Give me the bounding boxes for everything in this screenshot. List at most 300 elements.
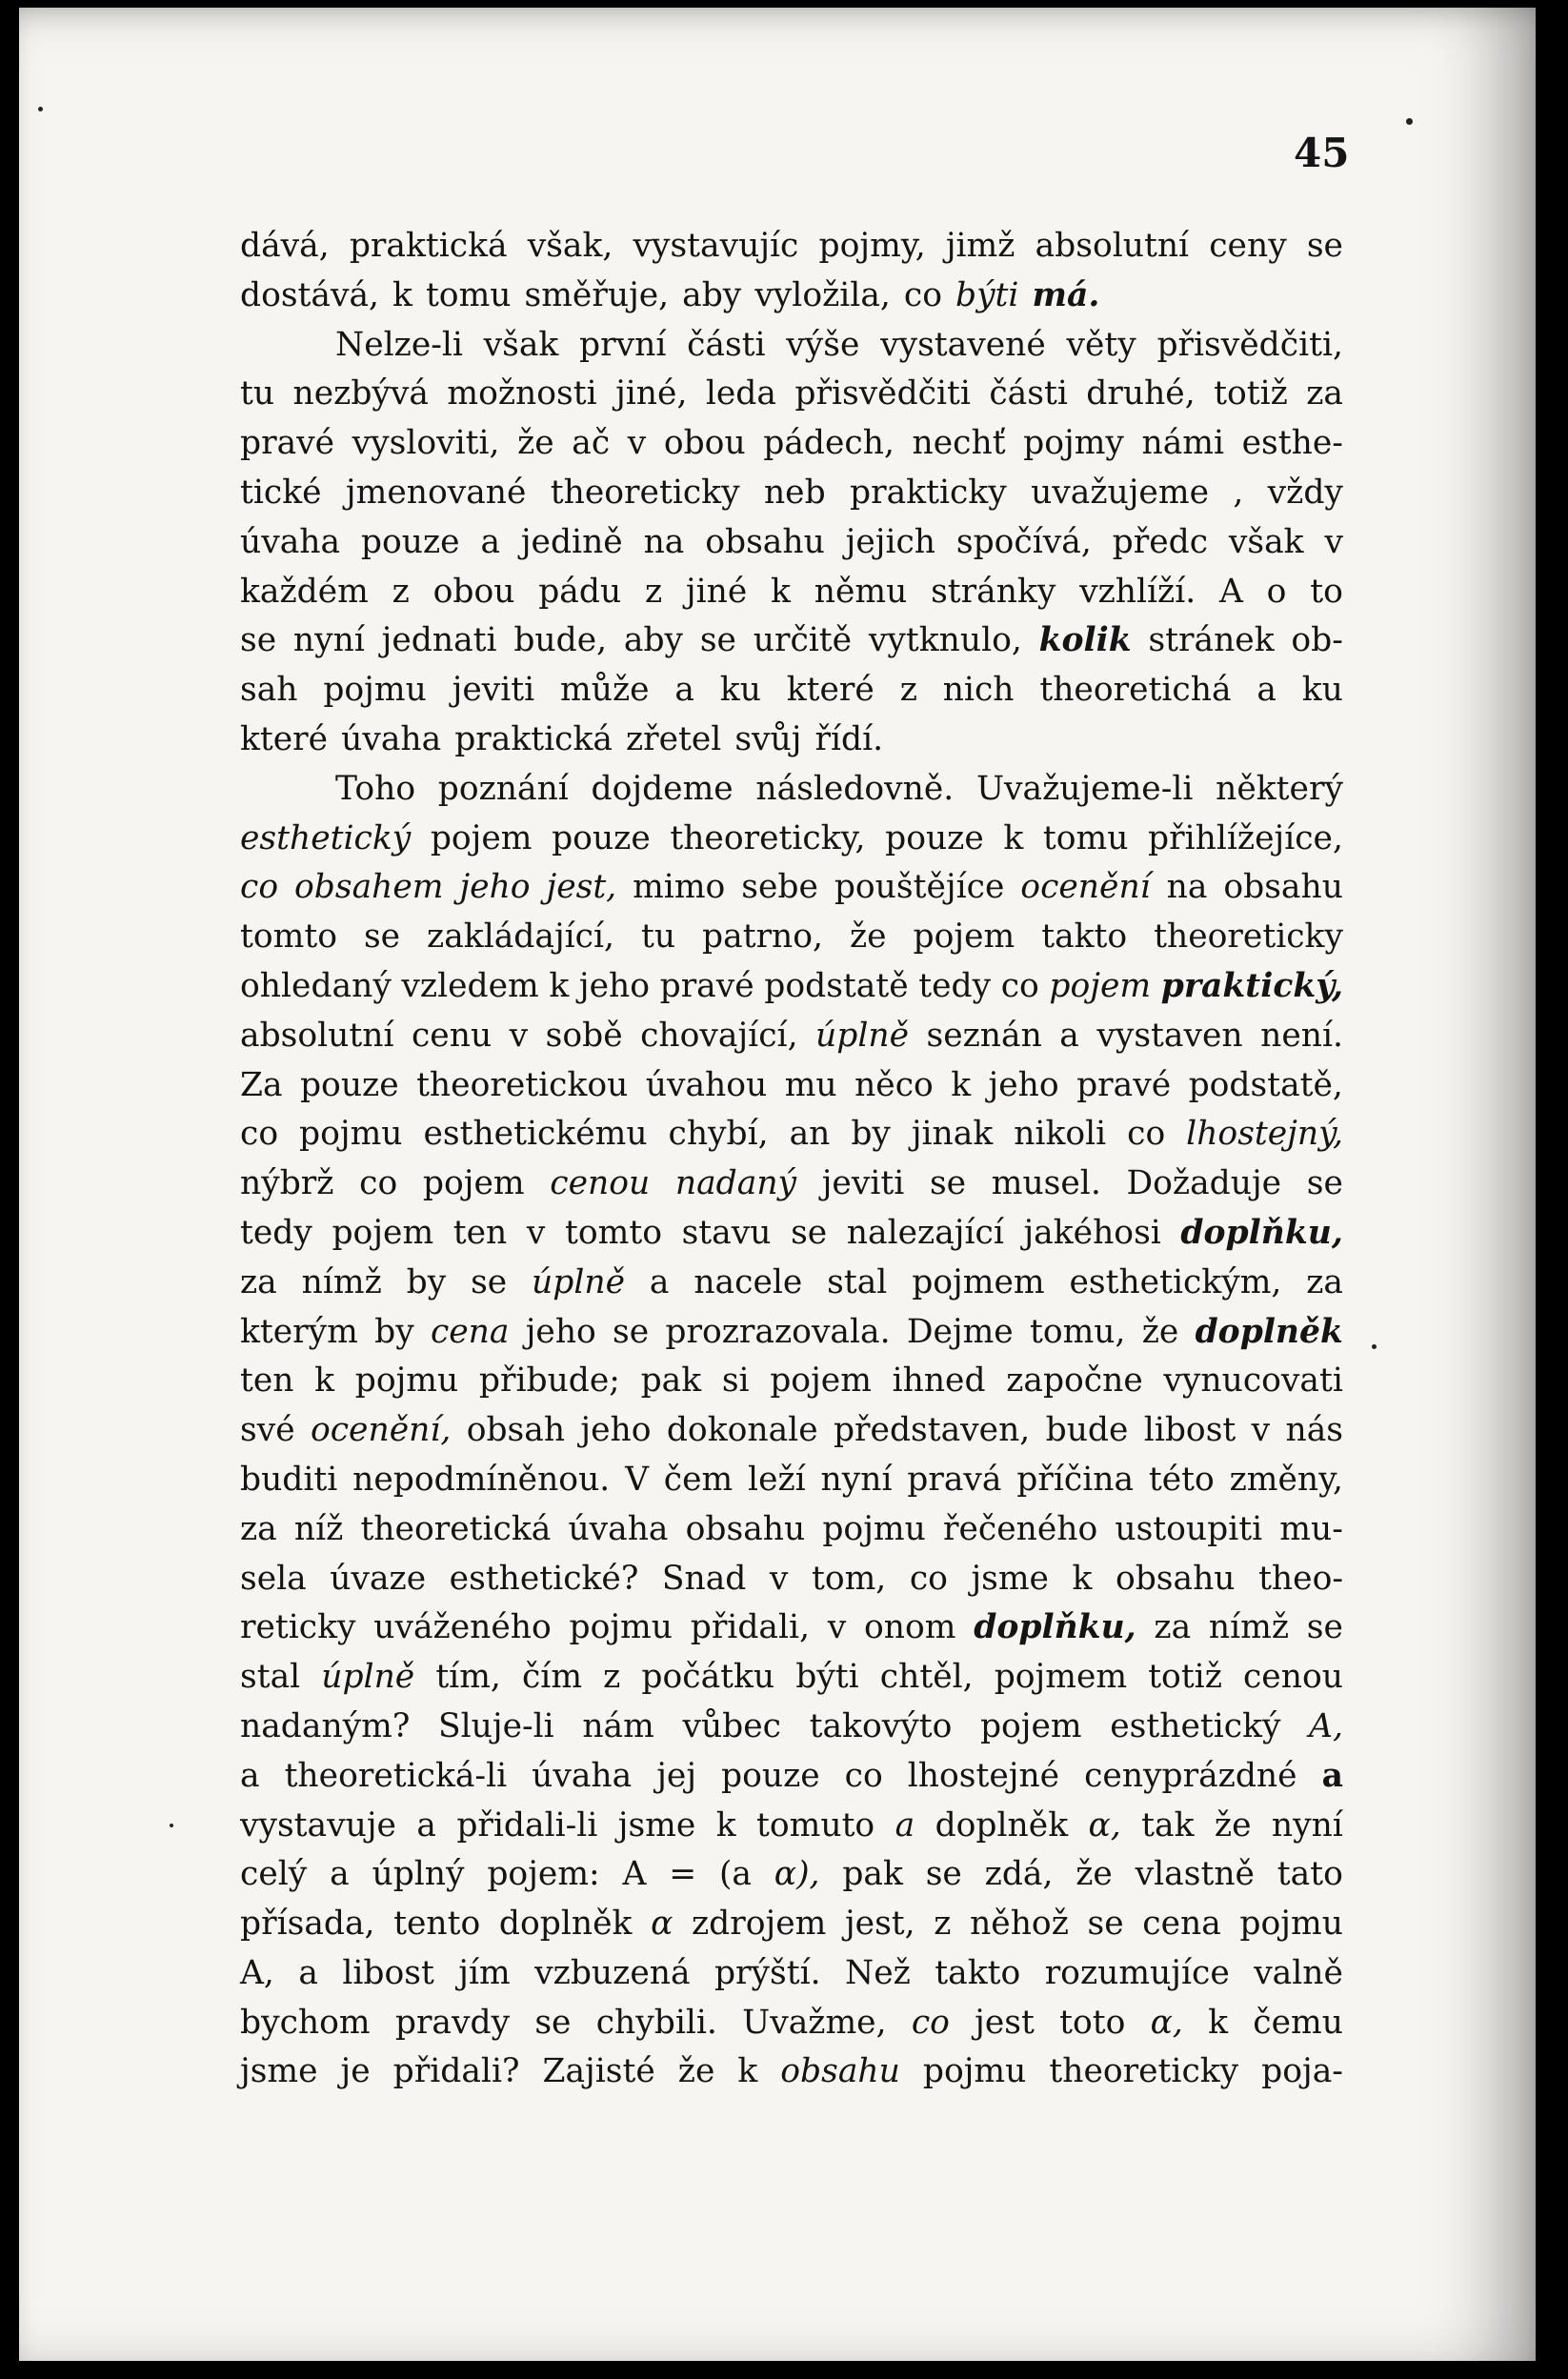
word: nalezající — [846, 1213, 1004, 1252]
word: pojmy, — [818, 227, 926, 265]
text-line — [240, 1259, 1343, 1308]
word: poznání — [437, 769, 569, 808]
word: jedině — [520, 522, 623, 561]
word: vzhlíží. — [1079, 572, 1196, 611]
word: tomu — [425, 275, 512, 314]
word: tu — [240, 374, 275, 413]
word: reticky — [240, 1608, 356, 1647]
word: jiné — [685, 572, 748, 611]
text-line — [240, 1406, 1343, 1456]
word: Dožaduje — [1126, 1164, 1282, 1203]
word: uvažujeme — [1031, 473, 1209, 512]
word: cenu — [411, 1016, 493, 1055]
word: a — [298, 1953, 318, 1992]
word: přidali, — [690, 1608, 811, 1647]
word: k — [1003, 818, 1024, 857]
word: ten — [452, 1213, 508, 1252]
text-line — [240, 272, 1343, 321]
word: α, — [1150, 2003, 1183, 2042]
text-line — [240, 863, 1343, 913]
word: věty — [1066, 325, 1136, 364]
word: ku — [719, 671, 761, 710]
word: za — [1154, 1608, 1192, 1647]
text-line — [240, 321, 1343, 371]
text-line — [240, 518, 1343, 568]
word: Zajisté — [542, 2052, 655, 2091]
text-line — [240, 568, 1343, 617]
word: že — [677, 2052, 715, 2091]
word: obsahu — [1115, 1559, 1236, 1598]
word: musel. — [991, 1164, 1101, 1203]
word: bude, — [513, 621, 608, 660]
text-line — [240, 1752, 1343, 1802]
word: některý — [1216, 769, 1343, 808]
word: to — [1310, 572, 1343, 611]
word: α — [651, 1905, 673, 1944]
word: prýští. — [714, 1953, 821, 1992]
word: se — [240, 621, 277, 660]
word: jejich — [845, 522, 936, 561]
word: nyní — [292, 621, 365, 660]
word: představen, — [833, 1411, 1031, 1450]
word: Za — [240, 1065, 283, 1104]
word: ocenění, — [310, 1411, 452, 1450]
word: pravé — [240, 424, 335, 463]
word: cenyprázdné — [1084, 1756, 1297, 1795]
word: obsah — [466, 1411, 566, 1450]
word: doplněk — [935, 1805, 1069, 1845]
text-line — [240, 616, 1343, 666]
word: k — [1072, 1559, 1093, 1598]
word: jeho — [578, 966, 650, 1005]
word: pojmu — [1239, 1905, 1343, 1944]
word: A — [1218, 572, 1243, 611]
word: přihlížejíce, — [1148, 818, 1343, 857]
word: prakticky — [850, 473, 1007, 512]
word: že — [1214, 1805, 1252, 1845]
word: jakéhosi — [1023, 1213, 1161, 1252]
word: čím — [521, 1658, 583, 1697]
word: tu — [640, 917, 676, 957]
word: se — [471, 1262, 508, 1301]
word: doplňku, — [974, 1608, 1136, 1647]
word: se — [1306, 227, 1343, 265]
word: stránky — [931, 572, 1056, 611]
word: není. — [1260, 1016, 1343, 1055]
word: vytknulo, — [868, 621, 1022, 660]
text-line — [240, 1159, 1343, 1209]
word: za — [1306, 374, 1343, 413]
word: z — [603, 1658, 621, 1697]
word: výše — [786, 325, 860, 364]
word: pojem — [770, 1361, 872, 1401]
text-line — [240, 1653, 1343, 1703]
word: ten — [240, 1361, 294, 1401]
word: ob- — [1291, 621, 1343, 660]
word: úvaze — [330, 1559, 427, 1598]
word: jimž — [945, 227, 1015, 265]
word: Nelze-li — [335, 325, 463, 364]
word: dokonale — [666, 1411, 818, 1450]
word: co — [903, 275, 942, 314]
word: A, — [240, 1953, 274, 1992]
word: vzbuzená — [534, 1953, 691, 1992]
word: jiné, — [615, 374, 688, 413]
word: úplný — [372, 1855, 465, 1894]
word: jinak — [911, 1115, 994, 1154]
word: přísada, — [240, 1905, 375, 1944]
text-line — [240, 1110, 1343, 1159]
word: tomto — [565, 1213, 662, 1252]
word: co — [1000, 966, 1039, 1005]
word: na — [643, 522, 685, 561]
word: nyní — [820, 1460, 893, 1499]
word: a — [649, 1262, 670, 1301]
word: takto — [935, 1953, 1021, 1992]
word: obou — [432, 572, 515, 611]
word: tom, — [811, 1559, 887, 1598]
text-line — [240, 913, 1343, 962]
word: se — [699, 621, 736, 660]
print-speck — [38, 107, 43, 111]
word: = — [669, 1855, 697, 1894]
word: nechť — [912, 424, 1006, 463]
word: v — [1324, 522, 1343, 561]
word: poja- — [1261, 2052, 1343, 2091]
text-line — [240, 1012, 1343, 1061]
word: jednati — [381, 621, 497, 660]
word: nich — [942, 671, 1015, 710]
word: doplňku, — [1180, 1213, 1343, 1252]
word: se — [534, 2003, 572, 2042]
word: doplněk — [498, 1905, 633, 1944]
word: Uvažujeme-li — [975, 769, 1194, 808]
word: vystavujíc — [633, 227, 799, 265]
word: theo- — [1258, 1559, 1343, 1598]
word: z — [644, 572, 663, 611]
word: co — [359, 1164, 398, 1203]
word: bychom — [240, 2003, 371, 2042]
word: ku — [1301, 671, 1343, 710]
word: toto — [1059, 2003, 1126, 2042]
word: následovně. — [755, 769, 955, 808]
word: nás — [1285, 1411, 1343, 1450]
word: sebe — [741, 868, 818, 907]
word: vysloviti, — [352, 424, 500, 463]
word: cenou — [1242, 1658, 1343, 1697]
word: směřuje, — [524, 275, 670, 314]
word: se — [1306, 1164, 1343, 1203]
word: úplně — [532, 1262, 626, 1301]
word: němu — [814, 572, 908, 611]
word: pojmem — [994, 1658, 1128, 1697]
word: nadaným? — [240, 1706, 411, 1745]
word: cena — [1142, 1905, 1221, 1944]
word: obsahu — [1223, 868, 1343, 907]
word: a — [674, 671, 694, 710]
word: tomu, — [1029, 1312, 1126, 1351]
word: jmenované — [345, 473, 527, 512]
word: co — [909, 1559, 948, 1598]
word: pouštějíce — [834, 868, 1005, 907]
text-line — [240, 1456, 1343, 1505]
word: podstatě, — [1188, 1065, 1343, 1104]
word: se — [925, 1855, 962, 1894]
word: tato — [1277, 1855, 1343, 1894]
text-line — [240, 1999, 1343, 2048]
word: se — [929, 1164, 967, 1203]
word: tické — [240, 473, 322, 512]
word: pravé — [659, 966, 754, 1005]
word: theoretickou — [416, 1065, 629, 1104]
word: k — [715, 1805, 736, 1845]
word: úvaha — [341, 719, 442, 758]
word: o — [1266, 572, 1287, 611]
text-line — [240, 1209, 1343, 1259]
word: úvahou — [645, 1065, 768, 1104]
text-line — [240, 666, 1343, 716]
word: nikoli — [1014, 1115, 1107, 1154]
word: sobě — [545, 1016, 623, 1055]
word: totiž — [1214, 374, 1288, 413]
text-line — [240, 222, 1343, 272]
word: theoreticky, — [670, 818, 866, 857]
word: jest, — [844, 1905, 915, 1944]
word: za — [240, 1509, 277, 1548]
word: se — [613, 1312, 650, 1351]
word: započne — [1006, 1361, 1143, 1401]
word: stránek — [1148, 621, 1275, 660]
word: obou — [663, 424, 746, 463]
word: a — [480, 522, 501, 561]
word: čem — [663, 1460, 734, 1499]
word: pojem — [332, 1213, 434, 1252]
word: tím, — [435, 1658, 501, 1697]
word: tak — [1141, 1805, 1195, 1845]
word: které — [240, 719, 329, 758]
word: totiž — [1148, 1658, 1222, 1697]
word: Toho — [335, 769, 416, 808]
word: rozumujíce — [1044, 1953, 1230, 1992]
word: tedy — [918, 966, 992, 1005]
word: nezbývá — [292, 374, 429, 413]
word: že — [1141, 1312, 1179, 1351]
word: zdrojem — [692, 1905, 827, 1944]
word: příčina — [1016, 1460, 1135, 1499]
word: seznán — [926, 1016, 1042, 1055]
word: sah — [240, 671, 298, 710]
word: pojmu — [354, 1361, 459, 1401]
word: pojmu — [922, 2052, 1027, 2091]
word: nímž — [301, 1262, 382, 1301]
word: esthetický — [1110, 1706, 1281, 1745]
word: ustoupiti — [1115, 1509, 1263, 1548]
word: pouze — [360, 522, 460, 561]
word: tento — [393, 1905, 481, 1944]
word: k — [392, 275, 412, 314]
word: A, — [1309, 1706, 1343, 1745]
word: lhostejný, — [1186, 1115, 1343, 1154]
text-line — [240, 1505, 1343, 1555]
word: jeho — [525, 1312, 596, 1351]
word: se — [1306, 1608, 1343, 1647]
word: části — [989, 374, 1068, 413]
word: a — [330, 1855, 350, 1894]
word: nímž — [1208, 1608, 1290, 1647]
word: pouze — [299, 1065, 399, 1104]
word: leda — [705, 374, 776, 413]
word: řídí. — [814, 719, 884, 758]
text-line — [240, 370, 1343, 419]
word: k — [314, 1361, 335, 1401]
word: něco — [854, 1065, 934, 1104]
word: za — [1306, 1262, 1343, 1301]
word: co — [1127, 1115, 1166, 1154]
word: chovající, — [640, 1016, 798, 1055]
word: Snad — [661, 1559, 747, 1598]
word: které — [786, 671, 874, 710]
word: buditi — [240, 1460, 338, 1499]
text-line — [240, 962, 1343, 1012]
word: theoretická-li — [284, 1756, 508, 1795]
word: a — [1059, 1016, 1079, 1055]
word: jsme — [971, 1559, 1049, 1598]
word: za — [240, 1262, 277, 1301]
word: však, — [527, 227, 613, 265]
word: k — [1208, 2003, 1229, 2042]
word: jeho — [580, 1411, 652, 1450]
word: na — [1166, 868, 1208, 907]
word: theoretická — [360, 1509, 552, 1548]
word: valně — [1254, 1953, 1343, 1992]
text-line — [240, 1603, 1343, 1653]
word: kolik — [1038, 621, 1132, 660]
word: libost — [342, 1953, 434, 1992]
word: z — [392, 572, 410, 611]
word: obsahem — [294, 868, 444, 907]
word: cena — [430, 1312, 510, 1351]
word: se — [363, 917, 401, 957]
word: úvaha — [532, 1756, 633, 1795]
word: pojem — [422, 1164, 525, 1203]
word: zakládající, — [427, 917, 615, 957]
word: vystavené — [880, 325, 1046, 364]
word: theoreticky — [1049, 2052, 1239, 2091]
word: chybili. — [595, 2003, 717, 2042]
word: může — [560, 671, 650, 710]
text-line — [240, 419, 1343, 469]
word: pojem — [979, 1706, 1082, 1745]
word: mu- — [1279, 1509, 1343, 1548]
word: pouze — [885, 818, 984, 857]
word: v — [769, 1559, 789, 1598]
word: k — [771, 572, 791, 611]
word: v — [627, 424, 647, 463]
text-line — [240, 1357, 1343, 1406]
word: námi — [1141, 424, 1225, 463]
word: doplněk — [1195, 1312, 1343, 1351]
word: že — [1075, 1855, 1113, 1894]
word: stal — [240, 1658, 301, 1697]
word: praktická — [349, 227, 508, 265]
word: úvaha — [240, 522, 341, 561]
word: V — [625, 1460, 649, 1499]
word: an — [789, 1115, 831, 1154]
word: obsahu — [705, 522, 825, 561]
word: dává, — [240, 227, 330, 265]
word: je — [340, 2052, 371, 2091]
word: však — [483, 325, 559, 364]
word: tomto — [240, 917, 337, 957]
word: theoretichá — [1039, 671, 1232, 710]
text-line — [240, 469, 1343, 518]
word: praktický, — [1160, 966, 1343, 1005]
word: uváženého — [373, 1608, 552, 1647]
word: nám — [582, 1706, 654, 1745]
word: pádu — [538, 572, 622, 611]
word: a — [416, 1805, 436, 1845]
word: bude — [1045, 1411, 1129, 1450]
word: pravé — [1076, 1065, 1172, 1104]
word: nýbrž — [240, 1164, 334, 1203]
word: pak — [842, 1855, 903, 1894]
word: esthetickému — [423, 1115, 648, 1154]
word: praktická — [454, 719, 613, 758]
text-line — [240, 1308, 1343, 1358]
word: v — [827, 1608, 847, 1647]
word: podstatě — [764, 966, 909, 1005]
word: přidali? — [392, 2052, 520, 2091]
word: esthe- — [1241, 424, 1343, 463]
word: si — [721, 1361, 750, 1401]
word: , — [1233, 473, 1244, 512]
word: k — [737, 2052, 758, 2091]
word: pojem — [430, 818, 533, 857]
word: dojdeme — [591, 769, 734, 808]
word: nyní — [1271, 1805, 1343, 1845]
word: prozrazovala. — [665, 1312, 891, 1351]
word: Dejme — [906, 1312, 1014, 1351]
word: by — [851, 1115, 891, 1154]
page-number: 45 — [1294, 130, 1350, 176]
word: pak — [640, 1361, 702, 1401]
print-speck — [170, 1824, 173, 1827]
word: počátku — [641, 1658, 775, 1697]
word: dostává, — [240, 275, 380, 314]
word: by — [374, 1312, 414, 1351]
word: předc — [1112, 522, 1209, 561]
word: absolutní — [1035, 227, 1190, 265]
word: své — [240, 1411, 295, 1450]
word: pojmu — [569, 1608, 673, 1647]
word: pojmy — [1023, 424, 1124, 463]
word: jsme — [240, 2052, 318, 2091]
word: theoreticky — [1154, 917, 1343, 957]
word: Uvažme, — [742, 2003, 887, 2042]
word: má. — [1032, 275, 1100, 314]
word: lhostejné — [907, 1756, 1060, 1795]
word: A — [622, 1855, 647, 1894]
word: absolutní — [240, 1016, 394, 1055]
word: změny, — [1229, 1460, 1343, 1499]
word: celý — [240, 1855, 308, 1894]
word: jeviti — [452, 671, 535, 710]
word: a — [240, 1756, 260, 1795]
word: jeho — [459, 868, 531, 907]
word: pojmu — [323, 671, 427, 710]
word: vystaven — [1096, 1016, 1243, 1055]
word: cenou — [550, 1164, 651, 1203]
